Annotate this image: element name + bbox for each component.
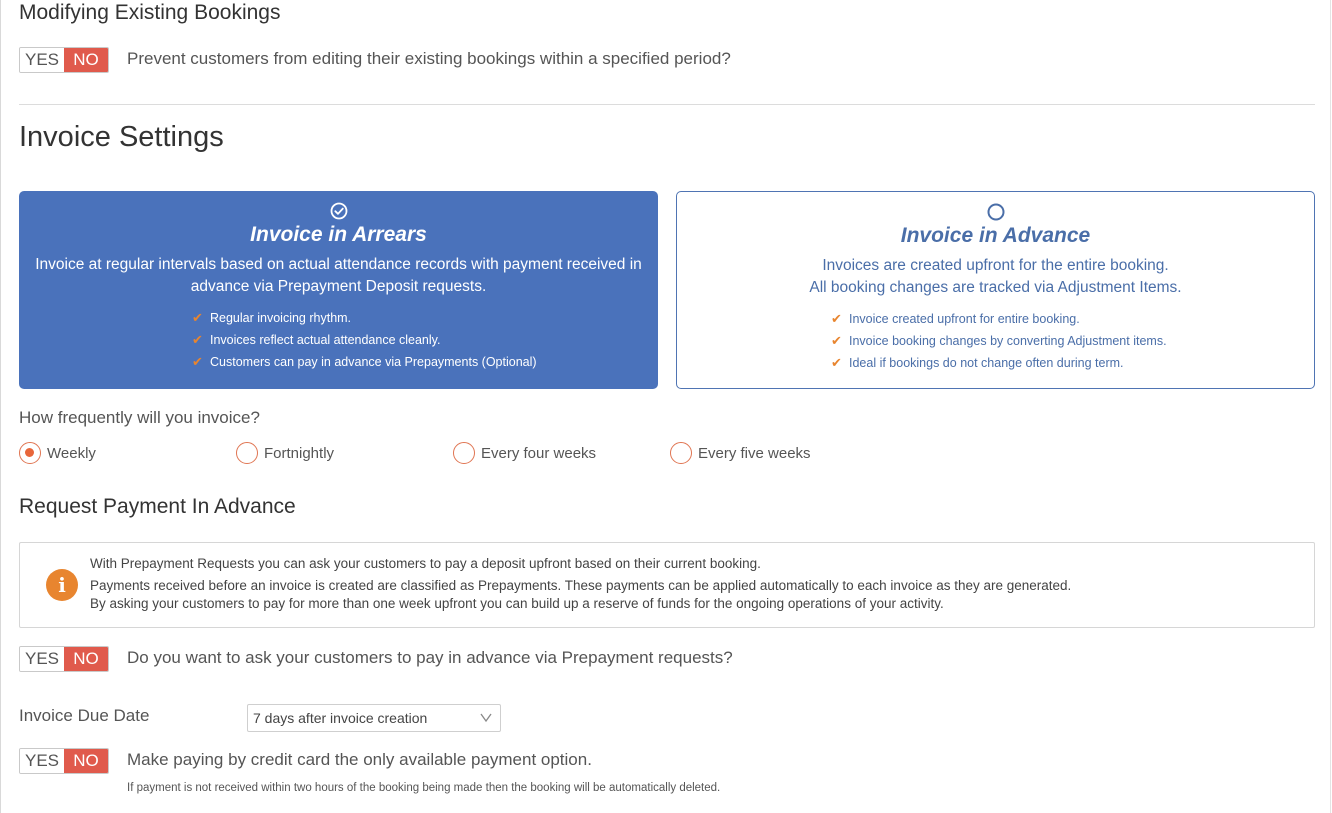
frequency-option-five-weeks[interactable]: Every five weeks bbox=[670, 442, 811, 464]
feature-item: ✔ Invoices reflect actual attendance cleanly. bbox=[192, 329, 537, 351]
chevron-down-icon bbox=[480, 711, 492, 723]
feature-item: ✔ Invoice booking changes by converting Adjustment items. bbox=[831, 330, 1167, 352]
radio[interactable] bbox=[453, 442, 475, 464]
toggle-no[interactable]: NO bbox=[64, 48, 108, 72]
prepayment-info-box bbox=[19, 542, 1315, 628]
credit-card-only-toggle[interactable] bbox=[19, 748, 109, 774]
checkmark-icon: ✔ bbox=[831, 311, 842, 326]
empty-circle-icon bbox=[987, 203, 1005, 221]
prevent-editing-label: Prevent customers from editing their existing bookings within a specified period? bbox=[127, 49, 731, 68]
frequency-option-four-weeks[interactable]: Every four weeks bbox=[453, 442, 596, 464]
radio[interactable] bbox=[236, 442, 258, 464]
checkmark-icon: ✔ bbox=[831, 333, 842, 348]
due-date-label: Invoice Due Date bbox=[19, 706, 150, 725]
toggle-yes[interactable]: YES bbox=[20, 48, 64, 72]
prevent-editing-toggle[interactable] bbox=[19, 47, 109, 73]
modify-bookings-heading: Modifying Existing Bookings bbox=[19, 1, 281, 24]
check-circle-icon bbox=[330, 202, 348, 220]
info-line: Payments received before an invoice is created are classified as Prepayments. These payments can be applied automatically to each invoice as they are generated. bbox=[90, 578, 1072, 593]
advance-desc-line: All booking changes are tracked via Adjustment Items. bbox=[809, 279, 1182, 296]
advance-title: Invoice in Advance bbox=[900, 224, 1091, 247]
frequency-question: How frequently will you invoice? bbox=[19, 408, 260, 427]
advance-desc-line: Invoices are created upfront for the entire booking. bbox=[822, 257, 1169, 274]
toggle-yes[interactable]: YES bbox=[20, 749, 64, 773]
checkmark-icon: ✔ bbox=[192, 332, 203, 347]
credit-card-only-label: Make paying by credit card the only available payment option. bbox=[127, 750, 592, 769]
checkmark-icon: ✔ bbox=[831, 355, 842, 370]
prepayment-toggle[interactable] bbox=[19, 646, 109, 672]
toggle-yes[interactable]: YES bbox=[20, 647, 64, 671]
toggle-no[interactable]: NO bbox=[64, 647, 108, 671]
feature-item: ✔ Customers can pay in advance via Prepayments (Optional) bbox=[192, 351, 537, 373]
invoice-settings-heading: Invoice Settings bbox=[19, 121, 224, 153]
right-border bbox=[1330, 0, 1331, 813]
frequency-option-weekly[interactable]: Weekly bbox=[19, 442, 96, 464]
left-border bbox=[0, 0, 1, 813]
checkmark-icon: ✔ bbox=[192, 310, 203, 325]
credit-card-note: If payment is not received within two hours of the booking being made then the booking will be automatically deleted. bbox=[127, 782, 721, 794]
info-line: By asking your customers to pay for more than one week upfront you can build up a reserve of funds for the ongoing operations of your activity. bbox=[90, 596, 944, 611]
advance-features bbox=[831, 308, 1167, 374]
info-line: With Prepayment Requests you can ask your customers to pay a deposit upfront based on their current booking. bbox=[90, 556, 761, 571]
arrears-desc-line: advance via Prepayment Deposit requests. bbox=[190, 278, 487, 295]
prepayment-label: Do you want to ask your customers to pay in advance via Prepayment requests? bbox=[127, 648, 733, 667]
feature-item: ✔ Ideal if bookings do not change often during term. bbox=[831, 352, 1167, 374]
request-payment-heading: Request Payment In Advance bbox=[19, 495, 296, 518]
info-icon: i bbox=[46, 569, 78, 601]
due-date-value: 7 days after invoice creation bbox=[253, 710, 428, 726]
radio-selected[interactable] bbox=[19, 442, 41, 464]
arrears-desc-line: Invoice at regular intervals based on actual attendance records with payment received in bbox=[35, 256, 642, 273]
due-date-select[interactable] bbox=[247, 704, 501, 732]
arrears-title: Invoice in Arrears bbox=[250, 223, 427, 246]
arrears-description bbox=[19, 254, 658, 298]
section-divider bbox=[19, 104, 1315, 105]
radio[interactable] bbox=[670, 442, 692, 464]
invoice-arrears-card[interactable] bbox=[19, 191, 658, 389]
toggle-no[interactable]: NO bbox=[64, 749, 108, 773]
checkmark-icon: ✔ bbox=[192, 354, 203, 369]
invoice-advance-card[interactable] bbox=[676, 191, 1315, 389]
frequency-option-fortnightly[interactable]: Fortnightly bbox=[236, 442, 334, 464]
advance-description bbox=[677, 255, 1314, 299]
feature-item: ✔ Regular invoicing rhythm. bbox=[192, 307, 537, 329]
feature-item: ✔ Invoice created upfront for entire booking. bbox=[831, 308, 1167, 330]
arrears-features bbox=[192, 307, 537, 373]
